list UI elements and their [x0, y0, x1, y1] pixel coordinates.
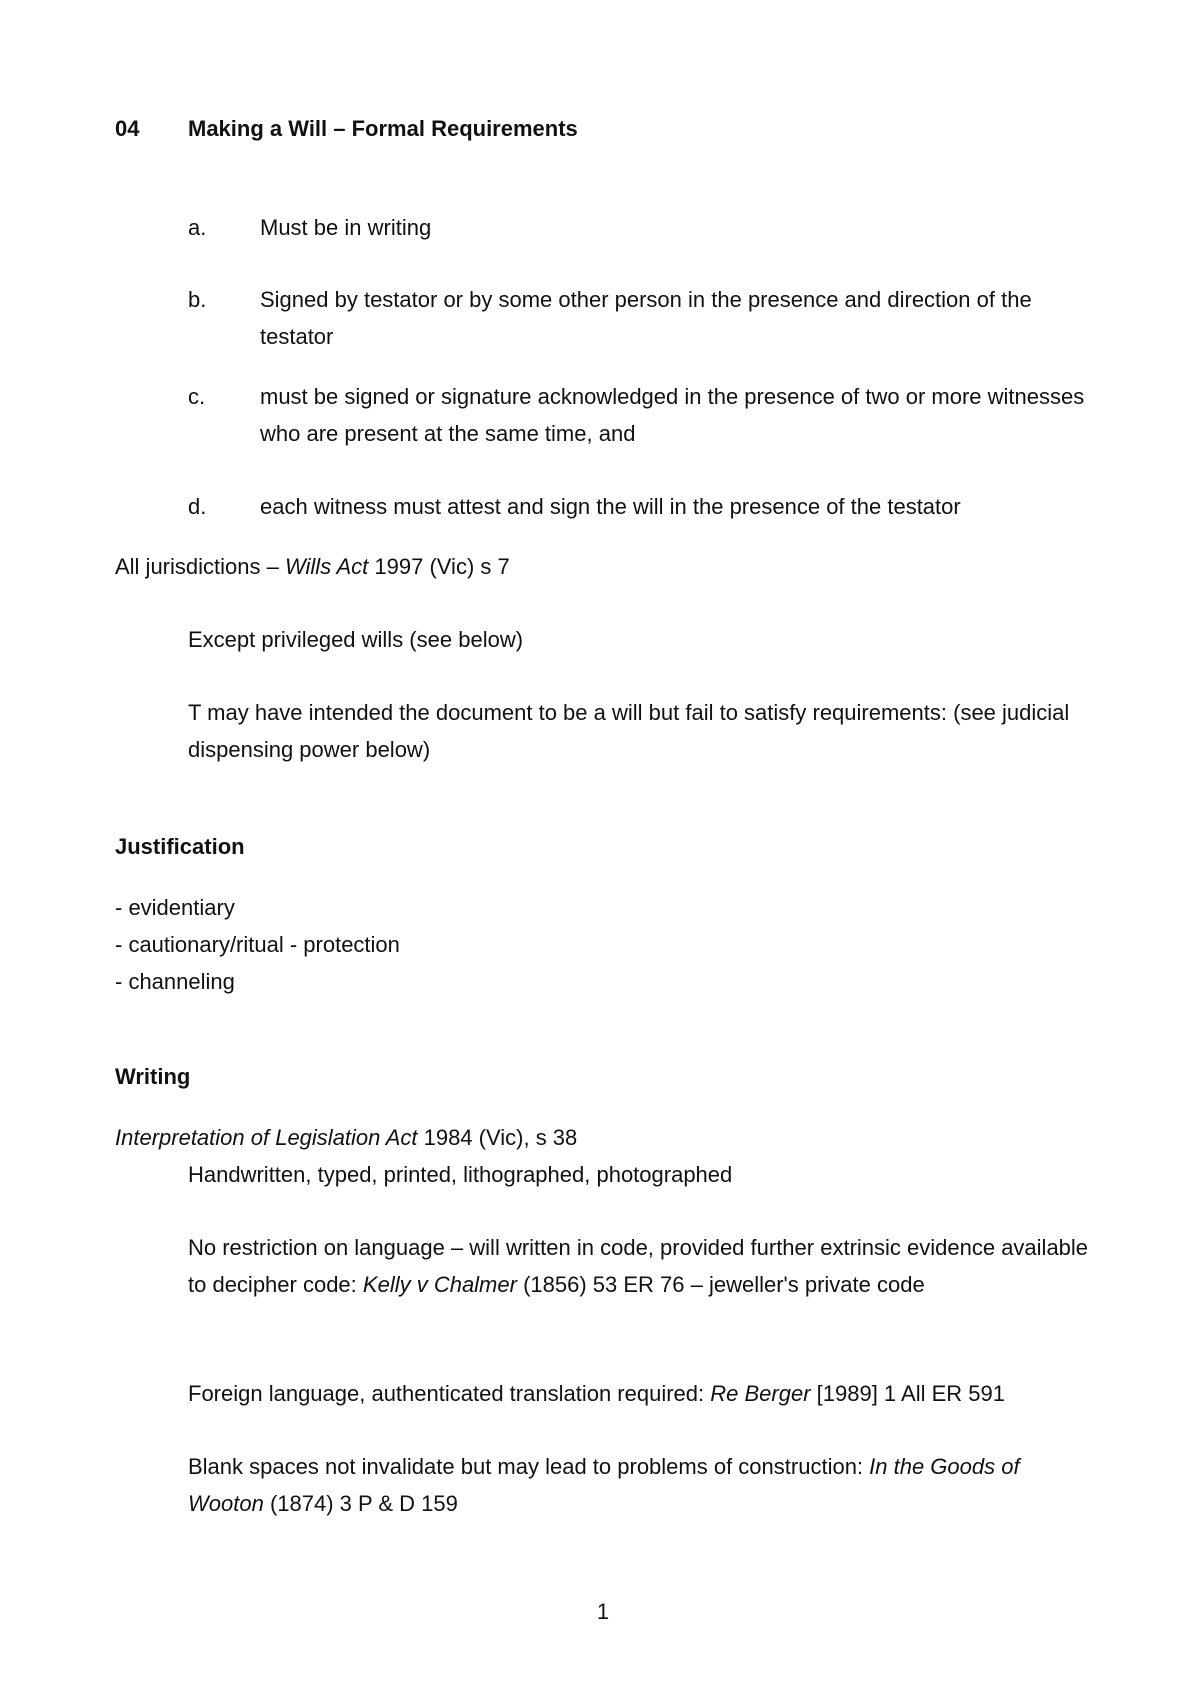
privileged-note: Except privileged wills (see below)	[188, 627, 524, 652]
jurisdictions-suffix: 1997 (Vic) s 7	[368, 554, 510, 579]
justification-list	[115, 889, 400, 1000]
list-item: - evidentiary	[115, 895, 235, 920]
language-text: No restriction on language – will written in code, provided further extrinsic evidence available to decipher code:	[188, 1235, 1089, 1297]
case-citation: Kelly v Chalmer	[362, 1272, 517, 1297]
jurisdictions-prefix: All jurisdictions –	[115, 554, 285, 579]
list-item: - channeling	[115, 969, 235, 994]
case-citation: In the Goods of Wooton	[188, 1454, 1020, 1516]
foreign-text: Foreign language, authenticated translation required:	[188, 1381, 711, 1406]
list-marker: d.	[188, 494, 207, 519]
list-marker: a.	[188, 215, 207, 240]
page-number: 1	[596, 1599, 610, 1624]
list-marker: b.	[188, 287, 207, 312]
foreign-paragraph	[188, 1375, 1005, 1412]
list-marker: c.	[188, 384, 206, 409]
legislation-citation	[115, 1119, 577, 1156]
list-item-text: must be signed or signature acknowledged in the presence of two or more witnesses who are present at the same time, and	[260, 384, 1085, 446]
writing-heading: Writing	[115, 1064, 191, 1089]
intended-note: T may have intended the document to be a will but fail to satisfy requirements: (see judicial dispensing power below)	[188, 700, 1070, 762]
legislation-suffix: 1984 (Vic), s 38	[417, 1125, 578, 1150]
page-title: Making a Will – Formal Requirements	[188, 116, 578, 141]
blank-text: Blank spaces not invalidate but may lead to problems of construction:	[188, 1454, 870, 1479]
language-paragraph	[188, 1229, 1098, 1303]
list-item-text: each witness must attest and sign the will in the presence of the testator	[260, 494, 961, 519]
legislation-act: Interpretation of Legislation Act	[115, 1125, 418, 1150]
list-item-text: Must be in writing	[260, 215, 432, 240]
act-citation: Wills Act	[284, 554, 369, 579]
foreign-text-after: [1989] 1 All ER 591	[810, 1381, 1005, 1406]
list-item-text: Signed by testator or by some other person in the presence and direction of the testator	[260, 287, 1032, 349]
blank-paragraph	[188, 1448, 1098, 1522]
jurisdictions-line	[115, 548, 510, 585]
blank-text-after: (1874) 3 P & D 159	[263, 1491, 458, 1516]
justification-heading: Justification	[115, 834, 245, 859]
case-citation: Re Berger	[710, 1381, 811, 1406]
list-item: - cautionary/ritual - protection	[115, 932, 400, 957]
section-number: 04	[115, 116, 140, 141]
language-text-after: (1856) 53 ER 76 – jeweller's private code	[516, 1272, 925, 1297]
writing-forms: Handwritten, typed, printed, lithographed, photographed	[188, 1162, 733, 1187]
